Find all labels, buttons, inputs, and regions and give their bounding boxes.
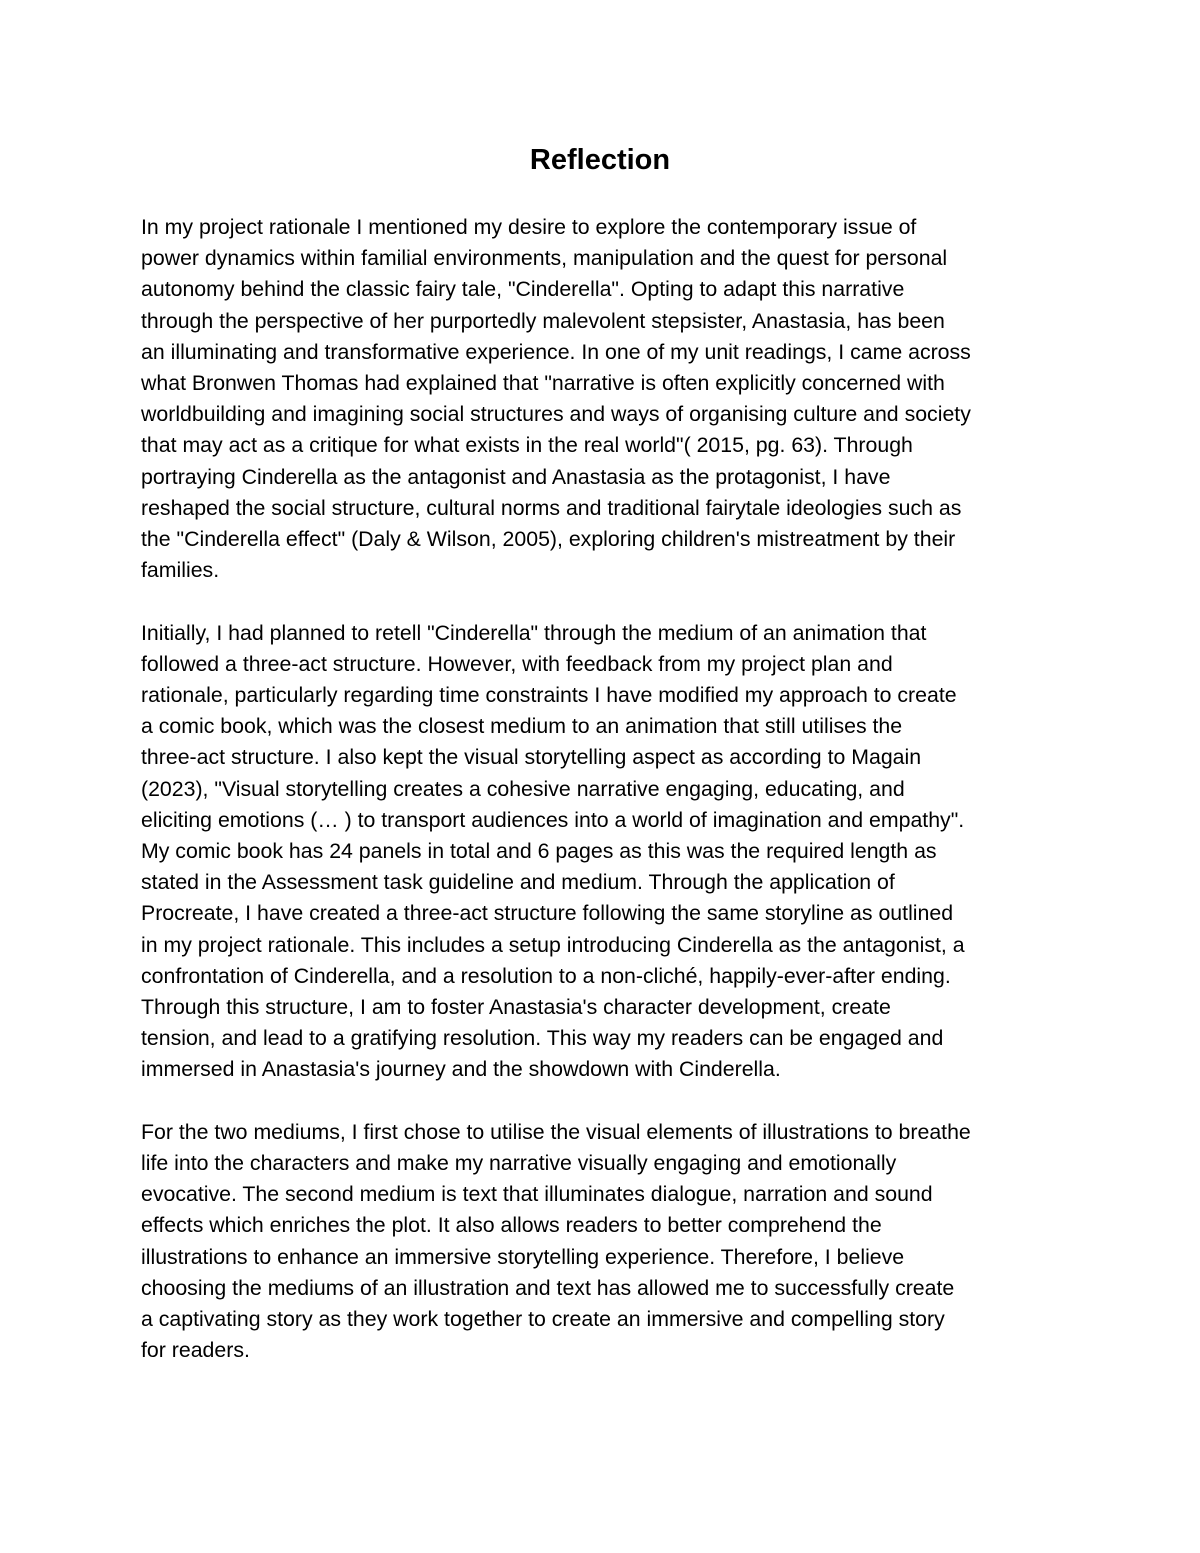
text-line: evocative. The second medium is text that illuminates dialogue, narration and sound: [141, 1182, 933, 1207]
text-line: stated in the Assessment task guideline and medium. Through the application of: [141, 870, 895, 895]
text-line: immersed in Anastasia's journey and the showdown with Cinderella.: [141, 1057, 781, 1082]
text-line: what Bronwen Thomas had explained that "narrative is often explicitly concerned with: [141, 371, 945, 396]
text-line: eliciting emotions (… ) to transport audiences into a world of imagination and empathy".: [141, 807, 965, 832]
text-line: Initially, I had planned to retell "Cinderella" through the medium of an animation that: [141, 620, 927, 645]
text-line: that may act as a critique for what exists in the real world"( 2015, pg. 63). Through: [141, 433, 913, 458]
text-line: worldbuilding and imagining social structures and ways of organising culture and society: [141, 402, 971, 427]
text-line: choosing the mediums of an illustration and text has allowed me to successfully create: [141, 1275, 955, 1300]
text-line: for readers.: [141, 1338, 250, 1363]
text-line: Procreate, I have created a three-act structure following the same storyline as outlined: [141, 901, 954, 926]
text-line: families.: [141, 558, 220, 583]
text-line: through the perspective of her purportedly malevolent stepsister, Anastasia, has been: [141, 308, 945, 333]
text-line: tension, and lead to a gratifying resolution. This way my readers can be engaged and: [141, 1026, 944, 1051]
text-line: reshaped the social structure, cultural norms and traditional fairytale ideologies such as: [141, 495, 962, 520]
text-line: In my project rationale I mentioned my desire to explore the contemporary issue of: [141, 215, 917, 239]
paragraph-3: [141, 1117, 1071, 1367]
text-line: autonomy behind the classic fairy tale, "Cinderella". Opting to adapt this narrative: [141, 277, 905, 302]
text-line: followed a three-act structure. However, with feedback from my project plan and: [141, 651, 893, 676]
text-line: rationale, particularly regarding time constraints I have modified my approach to create: [141, 683, 957, 708]
text-line: a comic book, which was the closest medium to an animation that still utilises the: [141, 714, 903, 739]
text-line: For the two mediums, I first chose to utilise the visual elements of illustrations to breathe: [141, 1119, 971, 1144]
text-line: the "Cinderella effect" (Daly & Wilson, 2005), exploring children's mistreatment by their: [141, 527, 956, 552]
text-line: (2023), "Visual storytelling creates a cohesive narrative engaging, educating, and: [141, 776, 905, 801]
text-line: illustrations to enhance an immersive storytelling experience. Therefore, I believe: [141, 1244, 905, 1269]
paragraph-2: [141, 618, 1071, 1086]
text-line: life into the characters and make my narrative visually engaging and emotionally: [141, 1151, 897, 1176]
text-line: three-act structure. I also kept the visual storytelling aspect as according to Magain: [141, 745, 922, 770]
text-line: confrontation of Cinderella, and a resolution to a non-cliché, happily-ever-after ending.: [141, 963, 951, 988]
text-line: portraying Cinderella as the antagonist and Anastasia as the protagonist, I have: [141, 464, 891, 489]
text-line: an illuminating and transformative experience. In one of my unit readings, I came across: [141, 339, 971, 364]
document-body: [141, 212, 1071, 1398]
text-line: a captivating story as they work together to create an immersive and compelling story: [141, 1307, 945, 1332]
text-line: power dynamics within familial environments, manipulation and the quest for personal: [141, 246, 948, 271]
document-title: Reflection: [529, 144, 671, 176]
text-line: My comic book has 24 panels in total and 6 pages as this was the required length as: [141, 839, 937, 864]
text-line: effects which enriches the plot. It also allows readers to better comprehend the: [141, 1213, 882, 1238]
paragraph-1: [141, 212, 1071, 586]
text-line: in my project rationale. This includes a setup introducing Cinderella as the antagonist, a: [141, 932, 965, 957]
text-line: Through this structure, I am to foster Anastasia's character development, create: [141, 995, 891, 1020]
